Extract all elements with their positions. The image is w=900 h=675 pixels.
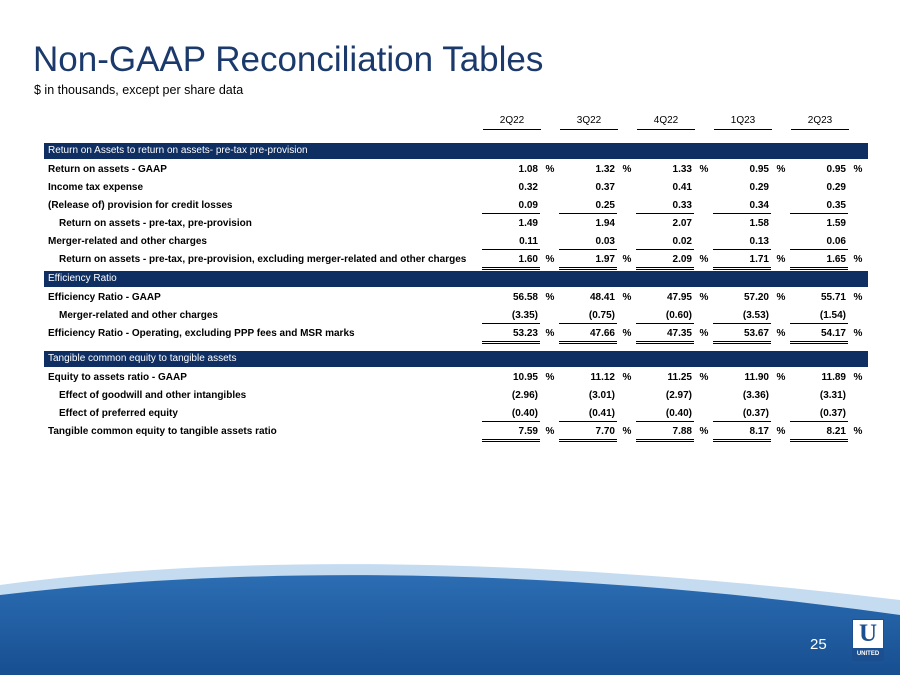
percent-sign: % xyxy=(776,372,786,383)
row-label: Efficiency Ratio - Operating, excluding PPP fees and MSR marks xyxy=(48,328,355,339)
cell-value: 47.66 xyxy=(559,326,617,344)
percent-sign: % xyxy=(699,164,709,175)
table-row xyxy=(44,197,868,215)
cell-value: 48.41 xyxy=(589,292,615,303)
row-label: Merger-related and other charges xyxy=(48,236,207,247)
cell-value: 0.35 xyxy=(790,198,848,214)
page-subtitle: $ in thousands, except per share data xyxy=(34,83,244,97)
cell-value: 7.70 xyxy=(559,424,617,442)
row-label: Effect of goodwill and other intangibles xyxy=(59,390,247,401)
cell-value: 0.95 xyxy=(826,164,846,175)
cell-value: 0.32 xyxy=(518,182,538,193)
cell-value: 0.29 xyxy=(826,182,846,193)
cell-value: 0.33 xyxy=(636,198,694,214)
row-label: Income tax expense xyxy=(48,182,144,193)
cell-value: 0.95 xyxy=(749,164,769,175)
logo-letter: U xyxy=(858,620,878,647)
table-row xyxy=(44,423,868,441)
percent-sign: % xyxy=(545,372,555,383)
row-label: Equity to assets ratio - GAAP xyxy=(48,372,187,383)
page-title: Non-GAAP Reconciliation Tables xyxy=(33,40,544,79)
cell-value: 10.95 xyxy=(512,372,538,383)
footer-wave xyxy=(0,555,900,675)
cell-value: (3.31) xyxy=(819,390,846,401)
period-header: 2Q23 xyxy=(791,115,849,130)
period-header: 3Q22 xyxy=(560,115,618,130)
percent-sign: % xyxy=(776,426,786,437)
percent-sign: % xyxy=(699,328,709,339)
cell-value: 0.06 xyxy=(790,234,848,250)
cell-value: 1.94 xyxy=(595,218,615,229)
cell-value: (0.40) xyxy=(636,406,694,422)
cell-value: 11.89 xyxy=(821,372,846,383)
cell-value: 1.59 xyxy=(826,218,846,229)
cell-value: 0.29 xyxy=(749,182,769,193)
row-label: Return on assets - pre-tax, pre-provision, excluding merger-related and other charges xyxy=(59,254,467,265)
united-logo xyxy=(852,619,884,661)
percent-sign: % xyxy=(776,328,786,339)
cell-value: 0.37 xyxy=(595,182,615,193)
table-row xyxy=(44,251,868,269)
percent-sign: % xyxy=(622,254,632,265)
logo-word: UNITED xyxy=(853,648,883,660)
period-headers xyxy=(0,115,900,131)
cell-value: 2.09 xyxy=(636,252,694,270)
table-row xyxy=(44,369,868,387)
percent-sign: % xyxy=(699,372,709,383)
cell-value: 0.11 xyxy=(482,234,540,250)
percent-sign: % xyxy=(776,254,786,265)
percent-sign: % xyxy=(545,254,555,265)
percent-sign: % xyxy=(776,164,786,175)
section-header: Return on Assets to return on assets- pre-tax pre-provision xyxy=(44,143,868,159)
cell-value: 55.71 xyxy=(820,292,846,303)
table-row xyxy=(44,179,868,197)
cell-value: 56.58 xyxy=(512,292,538,303)
cell-value: 0.03 xyxy=(559,234,617,250)
cell-value: (0.41) xyxy=(559,406,617,422)
cell-value: (0.60) xyxy=(636,308,694,324)
cell-value: (2.97) xyxy=(665,390,692,401)
cell-value: 0.41 xyxy=(672,182,692,193)
percent-sign: % xyxy=(545,426,555,437)
cell-value: 47.95 xyxy=(666,292,692,303)
cell-value: 0.34 xyxy=(713,198,771,214)
cell-value: (1.54) xyxy=(790,308,848,324)
period-header: 2Q22 xyxy=(483,115,541,130)
cell-value: 1.60 xyxy=(482,252,540,270)
table-row xyxy=(44,325,868,343)
percent-sign: % xyxy=(853,292,863,303)
percent-sign: % xyxy=(622,426,632,437)
period-header: 4Q22 xyxy=(637,115,695,130)
cell-value: 1.49 xyxy=(518,218,538,229)
percent-sign: % xyxy=(699,426,709,437)
section-header: Tangible common equity to tangible assets xyxy=(44,351,868,367)
percent-sign: % xyxy=(853,372,863,383)
percent-sign: % xyxy=(853,254,863,265)
cell-value: 0.09 xyxy=(482,198,540,214)
cell-value: 47.35 xyxy=(636,326,694,344)
percent-sign: % xyxy=(853,426,863,437)
percent-sign: % xyxy=(545,164,555,175)
table-row xyxy=(44,215,868,233)
percent-sign: % xyxy=(622,292,632,303)
percent-sign: % xyxy=(545,292,555,303)
table-row xyxy=(44,289,868,307)
cell-value: 1.71 xyxy=(713,252,771,270)
cell-value: (3.36) xyxy=(742,390,769,401)
percent-sign: % xyxy=(622,372,632,383)
cell-value: (3.01) xyxy=(588,390,615,401)
cell-value: 11.12 xyxy=(590,372,615,383)
cell-value: 11.90 xyxy=(744,372,769,383)
cell-value: (2.96) xyxy=(511,390,538,401)
table-row xyxy=(44,233,868,251)
cell-value: (0.40) xyxy=(482,406,540,422)
cell-value: 53.67 xyxy=(713,326,771,344)
table-row xyxy=(44,387,868,405)
cell-value: 7.59 xyxy=(482,424,540,442)
page-number: 25 xyxy=(810,636,827,653)
row-label: Merger-related and other charges xyxy=(59,310,218,321)
row-label: Efficiency Ratio - GAAP xyxy=(48,292,161,303)
cell-value: 1.97 xyxy=(559,252,617,270)
row-label: Return on assets - GAAP xyxy=(48,164,167,175)
cell-value: 1.58 xyxy=(749,218,769,229)
cell-value: 53.23 xyxy=(482,326,540,344)
cell-value: 1.08 xyxy=(518,164,538,175)
period-header: 1Q23 xyxy=(714,115,772,130)
cell-value: (3.53) xyxy=(713,308,771,324)
cell-value: 11.25 xyxy=(667,372,692,383)
cell-value: 0.13 xyxy=(713,234,771,250)
cell-value: 7.88 xyxy=(636,424,694,442)
percent-sign: % xyxy=(853,164,863,175)
table-row xyxy=(44,161,868,179)
cell-value: 54.17 xyxy=(790,326,848,344)
cell-value: 1.32 xyxy=(595,164,615,175)
percent-sign: % xyxy=(699,254,709,265)
cell-value: 8.17 xyxy=(713,424,771,442)
percent-sign: % xyxy=(622,164,632,175)
cell-value: 8.21 xyxy=(790,424,848,442)
table-row xyxy=(44,307,868,325)
percent-sign: % xyxy=(622,328,632,339)
section-header: Efficiency Ratio xyxy=(44,271,868,287)
row-label: (Release of) provision for credit losses xyxy=(48,200,233,211)
percent-sign: % xyxy=(776,292,786,303)
cell-value: (3.35) xyxy=(482,308,540,324)
row-label: Tangible common equity to tangible assets ratio xyxy=(48,426,277,437)
cell-value: (0.75) xyxy=(559,308,617,324)
percent-sign: % xyxy=(545,328,555,339)
cell-value: 0.25 xyxy=(559,198,617,214)
cell-value: 1.33 xyxy=(672,164,692,175)
cell-value: 0.02 xyxy=(636,234,694,250)
row-label: Effect of preferred equity xyxy=(59,408,178,419)
cell-value: 2.07 xyxy=(672,218,692,229)
cell-value: 57.20 xyxy=(743,292,769,303)
table-row xyxy=(44,405,868,423)
percent-sign: % xyxy=(853,328,863,339)
cell-value: (0.37) xyxy=(790,406,848,422)
cell-value: (0.37) xyxy=(713,406,771,422)
percent-sign: % xyxy=(699,292,709,303)
cell-value: 1.65 xyxy=(790,252,848,270)
row-label: Return on assets - pre-tax, pre-provision xyxy=(59,218,252,229)
